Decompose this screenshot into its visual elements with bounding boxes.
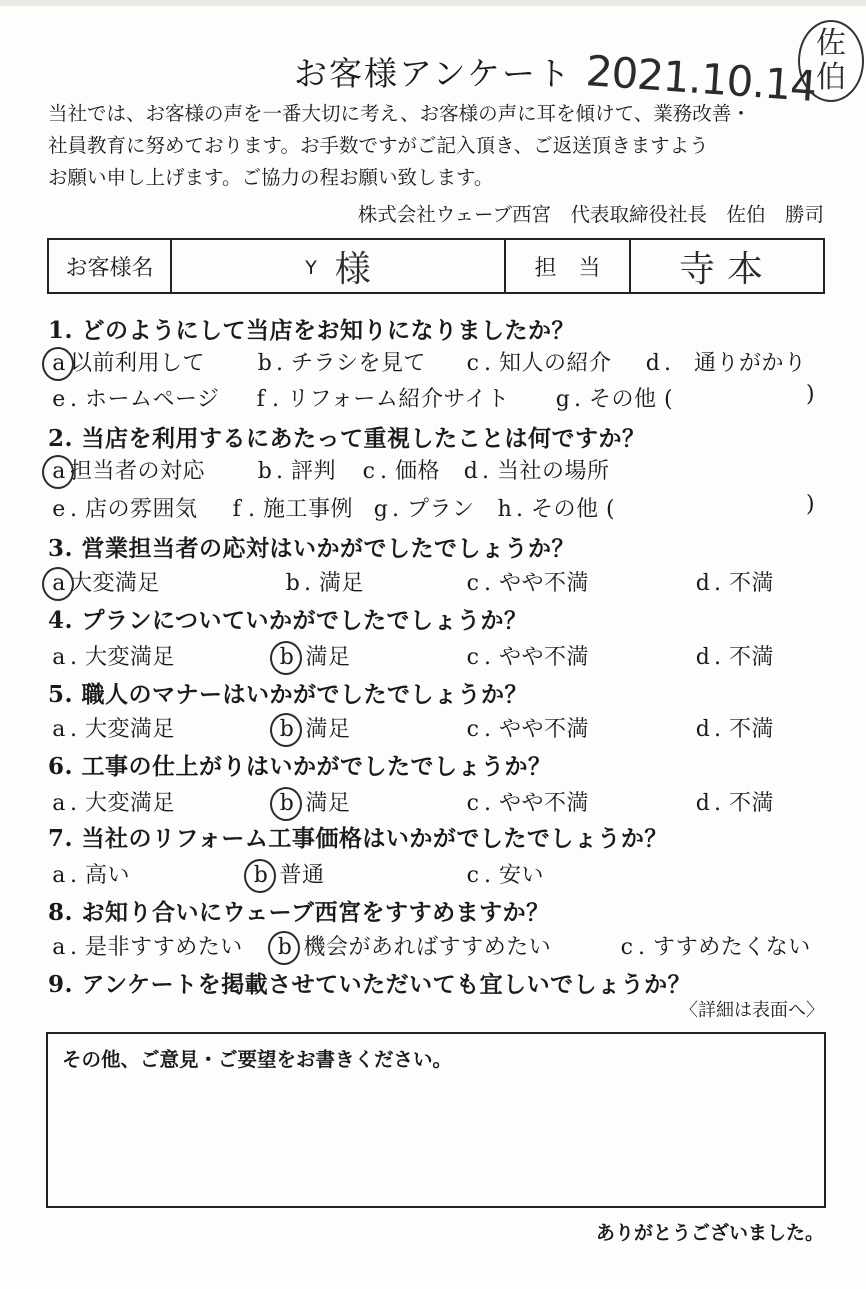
q1-option-e[interactable]: e . ホームページ: [52, 387, 220, 412]
q5-option-c[interactable]: c . やや不満: [466, 717, 590, 742]
q5-option-d[interactable]: d . 不満: [695, 717, 775, 742]
company-signature: 株式会社ウェーブ西宮 代表取締役社長 佐伯 勝司: [357, 203, 824, 226]
question-7: 7. 当社のリフォーム工事価格はいかがでしたでしょうか？: [48, 825, 668, 852]
page-title: お客様アンケート: [293, 54, 573, 93]
q1-option-g[interactable]: g . その他 (: [555, 387, 674, 412]
handwritten-date: 2021.10.14: [584, 46, 818, 112]
stamp-char-2: 伯: [816, 60, 846, 95]
q2-option-h[interactable]: h . その他 (: [497, 497, 616, 522]
q1-option-b[interactable]: b . チラシを見て: [257, 351, 427, 376]
intro-line: 社員教育に努めております。お手数ですがご記入頂き、ご返送頂きますよう: [48, 134, 709, 157]
q1-paren-close: ): [806, 382, 815, 407]
q3-option-c[interactable]: c . やや不満: [466, 571, 590, 596]
q7-option-b[interactable]: b 普通: [250, 858, 325, 889]
q1-option-c[interactable]: c . 知人の紹介: [466, 351, 612, 376]
q2-option-f[interactable]: f . 施工事例: [232, 497, 354, 522]
q4-option-d[interactable]: d . 不満: [695, 645, 775, 670]
customer-honorific: 様: [334, 248, 371, 290]
q3-option-a[interactable]: a 大変満足: [48, 566, 160, 597]
q8-option-a[interactable]: a . 是非すすめたい: [52, 935, 243, 960]
q6-option-b[interactable]: b 満足: [276, 786, 351, 817]
q1-option-d[interactable]: d . 通りがかり: [645, 351, 807, 376]
q7-option-c[interactable]: c . 安い: [466, 863, 545, 888]
staff-name-field[interactable]: [631, 240, 823, 292]
q2-option-e[interactable]: e . 店の雰囲気: [52, 497, 198, 522]
name-seal-stamp: [798, 20, 864, 102]
q1-option-a[interactable]: [48, 346, 205, 377]
q6-option-c[interactable]: c . やや不満: [466, 791, 590, 816]
staff-name: 寺本: [678, 248, 775, 290]
q2-option-g[interactable]: g . プラン: [373, 497, 475, 522]
customer-name-field[interactable]: [172, 240, 506, 292]
q5-option-b[interactable]: b 満足: [276, 712, 351, 743]
q2-option-c[interactable]: c . 価格: [362, 459, 441, 484]
question-1: 1. どのようにして当店をお知りになりましたか？: [48, 317, 576, 344]
q2-option-d[interactable]: d . 当社の場所: [463, 459, 610, 484]
q2-option-a[interactable]: a 担当者の対応: [48, 454, 205, 485]
question-4: 4. プランについていかがでしたでしょうか？: [48, 607, 528, 634]
q6-option-a[interactable]: a . 大変満足: [52, 791, 176, 816]
comment-box[interactable]: [46, 1032, 826, 1208]
q4-option-c[interactable]: c . やや不満: [466, 645, 590, 670]
q3-option-b[interactable]: b . 満足: [285, 571, 365, 596]
question-6: 6. 工事の仕上がりはいかがでしたでしょうか？: [48, 753, 552, 780]
intro-line: 当社では、お客様の声を一番大切に考え、お客様の声に耳を傾けて、業務改善・: [48, 102, 751, 125]
customer-name-label: お客様名: [49, 240, 172, 292]
q6-option-d[interactable]: d . 不満: [695, 791, 775, 816]
q3-option-d[interactable]: d . 不満: [695, 571, 775, 596]
q1-option-a-text: 以前利用して: [70, 351, 206, 376]
intro-paragraph: [48, 98, 838, 194]
q8-option-b[interactable]: b 機会があればすすめたい: [274, 930, 551, 961]
question-5: 5. 職人のマナーはいかがでしたでしょうか？: [48, 681, 529, 708]
q2-option-b[interactable]: b . 評判: [257, 459, 337, 484]
customer-initial: Y: [305, 257, 317, 279]
q7-option-a[interactable]: a . 高い: [52, 863, 131, 888]
q1-option-f[interactable]: f . リフォーム紹介サイト: [256, 387, 510, 412]
intro-line: お願い申し上げます。ご協力の程お願い致します。: [48, 166, 494, 189]
detail-note: 〈詳細は表面へ〉: [680, 1000, 824, 1021]
q5-option-a[interactable]: a . 大変満足: [52, 717, 176, 742]
q2-paren-close: ): [806, 492, 815, 517]
q4-option-b[interactable]: b 満足: [276, 640, 351, 671]
question-3: 3. 営業担当者の応対はいかがでしたでしょうか？: [48, 535, 576, 562]
question-9: 9. アンケートを掲載させていただいても宜しいでしょうか？: [48, 971, 692, 998]
question-8: 8. お知り合いにウェーブ西宮をすすめますか？: [48, 899, 550, 926]
question-2: 2. 当店を利用するにあたって重視したことは何ですか？: [48, 425, 646, 452]
q4-option-a[interactable]: a . 大変満足: [52, 645, 176, 670]
stamp-char-1: 佐: [816, 26, 846, 61]
page-edge: [0, 0, 866, 6]
q1-option-a-letter: a: [48, 351, 70, 376]
comment-label: その他、ご意見・ご要望をお書きください。: [62, 1048, 453, 1071]
q8-option-c[interactable]: c . すすめたくない: [620, 935, 811, 960]
customer-name-table: [47, 238, 825, 294]
thanks-text: ありがとうございました。: [595, 1222, 824, 1244]
staff-label: 担当: [506, 240, 631, 292]
